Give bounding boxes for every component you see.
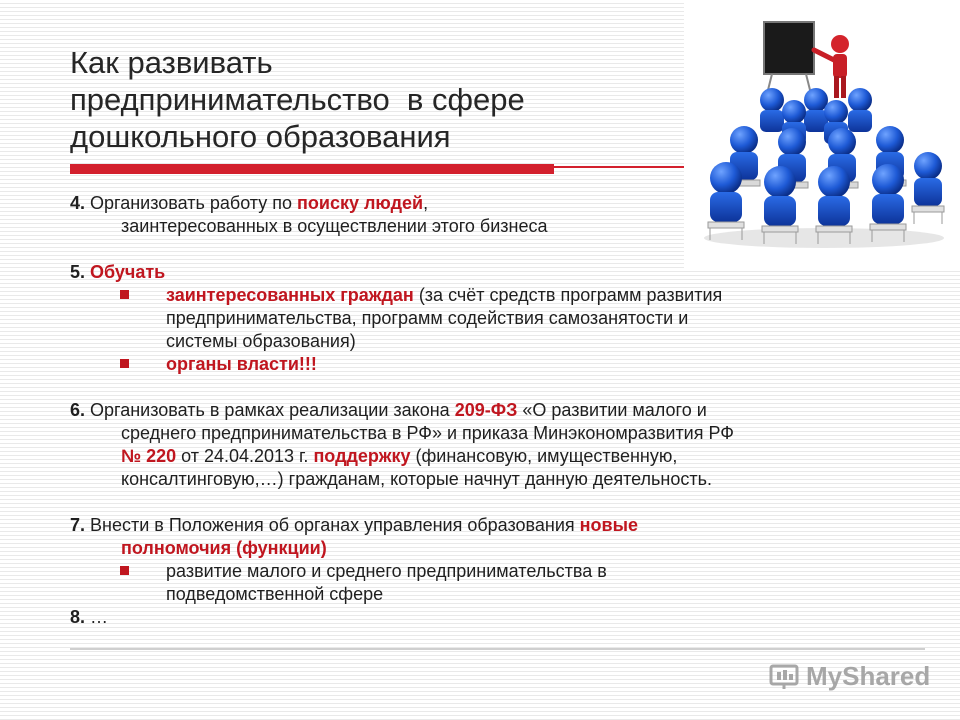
- item-6: [70, 399, 870, 422]
- item-6-support-highlight: поддержку: [313, 446, 411, 466]
- item-5-bullet-2: [70, 353, 870, 376]
- item-5-highlight: Обучать: [85, 262, 166, 282]
- item-5-bullet-1-line-1: (за счёт средств программ развития: [413, 285, 723, 305]
- item-4-text: Организовать работу по: [85, 193, 298, 213]
- watermark: [768, 656, 930, 696]
- item-6-line-3: [70, 445, 870, 468]
- item-8: [70, 606, 870, 629]
- bullet-square-icon: [120, 359, 129, 368]
- item-6-number: 6.: [70, 400, 86, 420]
- myshared-logo-icon: [768, 660, 800, 692]
- item-4: [70, 192, 870, 215]
- item-7-bullet-1-line-2: подведомственной сфере: [166, 584, 384, 604]
- item-6-law-name: «О развитии малого и: [517, 400, 707, 420]
- item-6-support-kinds: (финансовую, имущественную,: [410, 446, 678, 466]
- title-underline-bar: [70, 164, 554, 174]
- item-8-number: 8.: [70, 607, 86, 627]
- item-7-highlight-2: полномочия (функции): [121, 538, 327, 558]
- item-7-text: Внести в Положения об органах управления образования: [85, 515, 580, 535]
- item-5: [70, 261, 870, 284]
- item-7-line-2: [70, 537, 870, 560]
- item-6-order-date: от 24.04.2013 г.: [176, 446, 314, 466]
- item-6-order-number: № 220: [121, 446, 177, 466]
- title-line-2: предпринимательство в сфере: [70, 82, 525, 117]
- bullet-square-icon: [120, 566, 129, 575]
- title-line-3: дошкольного образования: [70, 119, 451, 154]
- item-8-ellipsis: …: [85, 607, 109, 627]
- item-5-bullet-2-highlight: органы власти!!!: [166, 354, 317, 374]
- item-6-text: Организовать в рамках реализации закона: [85, 400, 455, 420]
- slide-content: [70, 192, 870, 629]
- item-4-number: 4.: [70, 193, 86, 213]
- item-5-number: 5.: [70, 262, 86, 282]
- title-line-1: Как развивать: [70, 45, 273, 80]
- item-7-highlight-1: новые: [579, 515, 638, 535]
- item-7: [70, 514, 870, 537]
- watermark-text: MyShared: [806, 660, 931, 691]
- item-6-line-4: консалтинговую,…) гражданам, которые начнут данную деятельность.: [121, 469, 712, 489]
- item-5-bullet-1: [70, 284, 870, 353]
- item-5-bullet-1-line-2: предпринимательства, программ содействия самозанятости и: [166, 308, 689, 328]
- item-5-bullet-1-line-3: системы образования): [166, 331, 356, 351]
- item-4-comma: ,: [423, 193, 429, 213]
- footer-divider: [70, 648, 925, 650]
- item-6-law-number: 209-ФЗ: [454, 400, 518, 420]
- item-5-bullet-1-highlight: заинтересованных граждан: [166, 285, 414, 305]
- item-6-line-2: среднего предпринимательства в РФ» и приказа Минэкономразвития РФ: [121, 423, 734, 443]
- title-underline-thin: [554, 166, 690, 168]
- item-7-bullet-1-line-1: развитие малого и среднего предпринимательства в: [166, 561, 607, 581]
- item-7-number: 7.: [70, 515, 86, 535]
- bullet-square-icon: [120, 290, 129, 299]
- item-4-highlight: поиску людей: [297, 193, 424, 213]
- item-7-bullet-1: [70, 560, 870, 606]
- item-4-continuation: заинтересованных в осуществлении этого бизнеса: [121, 216, 548, 236]
- slide-title: [70, 44, 670, 155]
